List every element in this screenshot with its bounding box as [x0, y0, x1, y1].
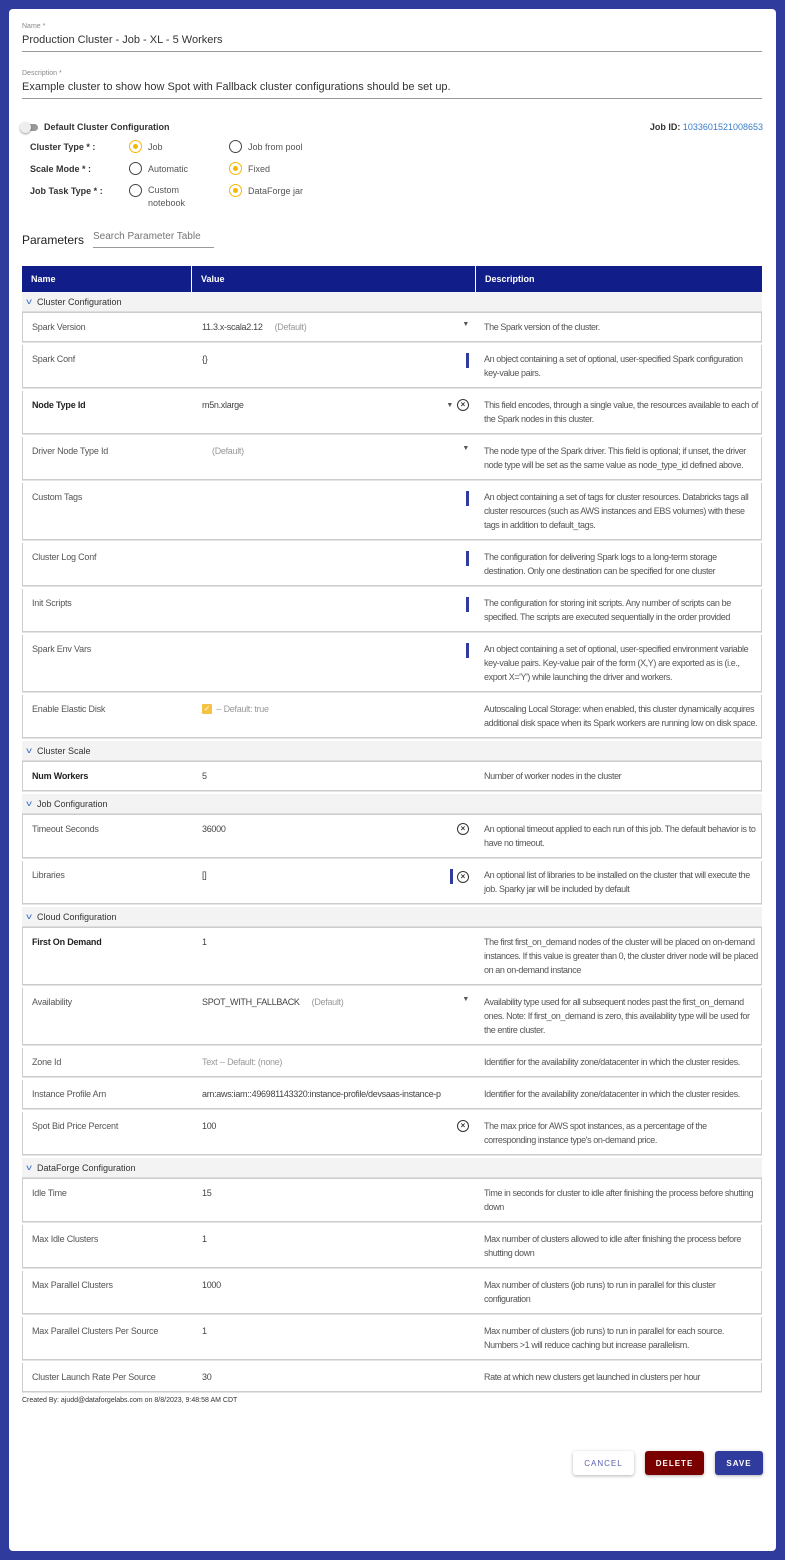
- header-name: Name: [22, 266, 192, 292]
- table-row: [22, 1317, 762, 1360]
- radio-icon[interactable]: [129, 162, 142, 175]
- param-description: Availability type used for all subsequent nodes past the first_on_demand ones. Note: If first_on_demand is zero, this availability type will be used for the entire cluster.: [484, 997, 750, 1035]
- job-id-link[interactable]: 1033601521008653: [682, 122, 763, 132]
- value-text[interactable]: 1000: [202, 1280, 221, 1290]
- table-row: [22, 345, 762, 388]
- value-default: (Default): [212, 446, 244, 456]
- value-text[interactable]: 36000: [202, 824, 226, 834]
- table-row: [22, 1225, 762, 1268]
- param-description: The first first_on_demand nodes of the cluster will be placed on on-demand instances. If this value is greater than 0, the cluster driver node will be placed on an on-demand instance: [484, 937, 758, 975]
- value-text[interactable]: 1: [202, 937, 207, 947]
- value-text[interactable]: m5n.xlarge: [202, 400, 244, 410]
- dropdown-arrow-icon[interactable]: ▼: [462, 321, 469, 328]
- param-description: Max number of clusters (job runs) to run in parallel for this cluster configuration: [484, 1280, 716, 1304]
- param-description: The max price for AWS spot instances, as a percentage of the corresponding instance type's on-demand price.: [484, 1121, 707, 1145]
- cancel-button[interactable]: CANCEL: [573, 1451, 634, 1475]
- clear-icon[interactable]: ×: [457, 871, 469, 883]
- value-text[interactable]: SPOT_WITH_FALLBACK: [202, 997, 300, 1007]
- table-row: [22, 1363, 762, 1392]
- param-name: Cluster Launch Rate Per Source: [32, 1372, 156, 1382]
- name-field[interactable]: [22, 23, 762, 52]
- param-name: First On Demand: [32, 937, 102, 947]
- param-description: Autoscaling Local Storage: when enabled, this cluster dynamically acquires additional disk space when its Spark workers are running low on disk space.: [484, 704, 758, 728]
- param-value[interactable]: [193, 483, 477, 539]
- radio-label: Automatic: [148, 164, 189, 174]
- param-description: The Spark version of the cluster.: [484, 322, 600, 332]
- param-name: Spark Version: [32, 322, 86, 332]
- value-default: Text -- Default: (none): [202, 1057, 283, 1067]
- cluster-config-card: [9, 9, 776, 1551]
- group-rows: [22, 312, 762, 738]
- param-value[interactable]: [193, 437, 477, 479]
- param-description: This field encodes, through a single value, the resources available to each of the Spark nodes in this cluster.: [484, 400, 758, 424]
- param-value[interactable]: [193, 988, 477, 1044]
- value-controls: [457, 1120, 469, 1132]
- radio-icon[interactable]: [229, 184, 242, 197]
- param-description: Time in seconds for cluster to idle after finishing the process before shutting down: [484, 1188, 754, 1212]
- clear-icon[interactable]: ×: [457, 399, 469, 411]
- group-header[interactable]: [22, 907, 762, 927]
- param-value[interactable]: [193, 543, 477, 585]
- chevron-down-icon[interactable]: v: [26, 746, 32, 755]
- edit-json-icon[interactable]: [466, 597, 469, 612]
- description-label: Description *: [22, 70, 62, 77]
- clear-icon[interactable]: ×: [457, 1120, 469, 1132]
- description-input[interactable]: Example cluster to show how Spot with Fallback cluster configurations should be set up.: [22, 81, 451, 93]
- description-field[interactable]: [22, 70, 762, 99]
- table-row: [22, 312, 762, 342]
- toggle-switch[interactable]: [22, 124, 38, 131]
- dropdown-arrow-icon[interactable]: ▼: [462, 445, 469, 452]
- value-controls: [466, 491, 469, 506]
- value-text[interactable]: arn:aws:iam::496981143320:instance-profile/devsaas-instance-p: [202, 1089, 441, 1099]
- value-controls: [462, 321, 469, 328]
- param-name: Idle Time: [32, 1188, 67, 1198]
- group-title: Job Configuration: [37, 798, 108, 809]
- param-name: Max Parallel Clusters Per Source: [32, 1326, 159, 1336]
- value-text[interactable]: 5: [202, 771, 207, 781]
- value-default: (Default): [274, 322, 307, 332]
- task-type-label: Job Task Type * :: [30, 186, 103, 196]
- radio-job-from-pool[interactable]: [229, 142, 303, 153]
- param-value[interactable]: [193, 345, 477, 387]
- table-row: [22, 1178, 762, 1222]
- header-description: Description: [485, 274, 535, 284]
- value-default: (Default): [311, 997, 344, 1007]
- value-controls: [462, 996, 469, 1003]
- param-name: Timeout Seconds: [32, 824, 99, 834]
- param-description: An object containing a set of tags for cluster resources. Databricks tags all cluster resources (such as AWS instances and EBS volumes) with these tags in addition to default_tags.: [484, 492, 749, 530]
- radio-custom-notebook[interactable]: [129, 186, 193, 210]
- table-row: [22, 437, 762, 480]
- param-name: Custom Tags: [32, 492, 83, 502]
- table-row: [22, 635, 762, 692]
- param-value[interactable]: [193, 1048, 477, 1076]
- name-label: Name *: [22, 23, 46, 30]
- table-row: [22, 927, 762, 985]
- edit-json-icon[interactable]: [466, 551, 469, 566]
- edit-json-icon[interactable]: [466, 353, 469, 368]
- param-description: An optional timeout applied to each run of this job. The default behavior is to have no timeout.: [484, 824, 756, 848]
- radio-job[interactable]: [129, 142, 163, 153]
- radio-icon[interactable]: [229, 162, 242, 175]
- param-description: The configuration for storing init scripts. Any number of scripts can be specified. The scripts are executed sequentially in the order provided: [484, 598, 731, 622]
- value-text[interactable]: 30: [202, 1372, 212, 1382]
- param-description: The configuration for delivering Spark logs to a long-term storage destination. Only one destination can be specified for one cluster: [484, 552, 717, 576]
- value-controls: [466, 353, 469, 368]
- table-row: [22, 861, 762, 904]
- param-name: Spark Conf: [32, 354, 76, 364]
- value-text[interactable]: 15: [202, 1188, 212, 1198]
- param-name: Cluster Log Conf: [32, 552, 97, 562]
- value-text[interactable]: {}: [202, 354, 208, 364]
- param-description: Rate at which new clusters get launched in clusters per hour: [484, 1372, 701, 1382]
- table-row: [22, 483, 762, 540]
- param-name: Num Workers: [32, 771, 89, 781]
- param-description: The node type of the Spark driver. This field is optional; if unset, the driver node type will be set as the same value as node_type_id defined above.: [484, 446, 746, 470]
- param-value[interactable]: [193, 1317, 477, 1359]
- param-description: Number of worker nodes in the cluster: [484, 771, 622, 781]
- value-controls: [466, 551, 469, 566]
- param-value[interactable]: [193, 391, 477, 433]
- group-rows: [22, 1178, 762, 1392]
- param-value[interactable]: [193, 1080, 477, 1108]
- group-header[interactable]: [22, 1158, 762, 1178]
- param-value[interactable]: [193, 762, 477, 790]
- radio-icon[interactable]: [129, 140, 142, 153]
- table-row: [22, 1112, 762, 1155]
- parameters-title: Parameters: [22, 233, 85, 247]
- param-value[interactable]: [193, 1225, 477, 1267]
- value-controls: [466, 597, 469, 612]
- group-rows: [22, 761, 762, 791]
- radio-label: Job: [148, 142, 163, 152]
- chevron-down-icon[interactable]: v: [26, 1163, 32, 1172]
- created-by: Created By: ajudd@dataforgelabs.com on 8/8/2023, 9:48:58 AM CDT: [22, 1397, 238, 1404]
- group-header[interactable]: [22, 794, 762, 814]
- delete-button[interactable]: DELETE: [645, 1451, 704, 1475]
- param-value[interactable]: [193, 861, 477, 903]
- param-name: Spark Env Vars: [32, 644, 92, 654]
- param-description: An optional list of libraries to be installed on the cluster that will execute the job. Sparky jar will be included by default: [484, 870, 750, 894]
- clear-icon[interactable]: ×: [457, 823, 469, 835]
- value-text[interactable]: 1: [202, 1326, 207, 1336]
- radio-label: DataForge jar: [248, 186, 304, 196]
- radio-label: Fixed: [248, 164, 271, 174]
- param-name: Max Parallel Clusters: [32, 1280, 113, 1290]
- radio-icon[interactable]: [129, 184, 142, 197]
- table-row: [22, 589, 762, 632]
- param-description: An object containing a set of optional, user-specified environment variable key-value pairs. Key-value pair of the form (X,Y) are exported as is (i.e., export X='Y') while launching the driver and workers.: [484, 644, 749, 682]
- value-controls: [466, 643, 469, 658]
- value-default: -- Default: true: [216, 704, 269, 714]
- group-title: Cluster Configuration: [37, 296, 122, 307]
- table-header: [22, 266, 762, 292]
- radio-label: Job from pool: [248, 142, 303, 152]
- param-name: Driver Node Type Id: [32, 446, 109, 456]
- table-row: [22, 543, 762, 586]
- action-buttons: [22, 1451, 763, 1475]
- param-name: Libraries: [32, 870, 65, 880]
- name-input[interactable]: Production Cluster - Job - XL - 5 Workers: [22, 34, 223, 46]
- value-text[interactable]: 100: [202, 1121, 217, 1131]
- edit-json-icon[interactable]: [466, 643, 469, 658]
- lower-section: [9, 9, 776, 1475]
- group-header[interactable]: [22, 292, 762, 312]
- param-value[interactable]: [193, 1179, 477, 1221]
- cluster-type-label: Cluster Type * :: [30, 142, 96, 152]
- param-description: Max number of clusters allowed to idle after finishing the process before shutting down: [484, 1234, 741, 1258]
- value-text[interactable]: []: [202, 870, 207, 880]
- param-description: Identifier for the availability zone/datacenter in which the cluster resides.: [484, 1089, 740, 1099]
- radio-label: Custom notebook: [148, 185, 186, 208]
- table-row: [22, 1271, 762, 1314]
- table-row: [22, 391, 762, 434]
- param-name: Zone Id: [32, 1057, 62, 1067]
- param-value[interactable]: [193, 1112, 477, 1154]
- table-row: [22, 761, 762, 791]
- param-name: Enable Elastic Disk: [32, 704, 106, 714]
- radio-automatic[interactable]: [129, 164, 188, 175]
- param-value[interactable]: [193, 928, 477, 984]
- param-value[interactable]: [193, 815, 477, 857]
- param-value[interactable]: [193, 589, 477, 631]
- param-name: Availability: [32, 997, 72, 1007]
- edit-json-icon[interactable]: [466, 491, 469, 506]
- scale-mode-label: Scale Mode * :: [30, 164, 92, 174]
- parameters-table: [22, 266, 762, 1392]
- edit-json-icon[interactable]: [450, 869, 453, 884]
- chevron-down-icon[interactable]: v: [26, 297, 32, 306]
- table-row: [22, 988, 762, 1045]
- group-title: Cluster Scale: [37, 745, 91, 756]
- param-value[interactable]: [193, 1271, 477, 1313]
- group-title: DataForge Configuration: [37, 1162, 136, 1173]
- value-controls: [462, 445, 469, 452]
- param-value[interactable]: [193, 313, 477, 341]
- save-button[interactable]: SAVE: [715, 1451, 763, 1475]
- param-name: Spot Bid Price Percent: [32, 1121, 119, 1131]
- default-config-toggle[interactable]: [22, 122, 170, 132]
- param-name: Instance Profile Arn: [32, 1089, 107, 1099]
- value-controls: [457, 823, 469, 835]
- radio-dataforge-jar[interactable]: [229, 186, 303, 197]
- chevron-down-icon[interactable]: v: [26, 912, 32, 921]
- param-description: An object containing a set of optional, user-specified Spark configuration key-value pairs.: [484, 354, 743, 378]
- job-id: [650, 122, 763, 132]
- table-row: [22, 814, 762, 858]
- value-text[interactable]: 11.3.x-scala2.12: [202, 322, 263, 332]
- value-controls: [450, 869, 469, 884]
- group-header[interactable]: [22, 741, 762, 761]
- parameter-search-input[interactable]: [93, 231, 214, 248]
- group-rows: [22, 927, 762, 1155]
- radio-icon[interactable]: [229, 140, 242, 153]
- value-text[interactable]: 1: [202, 1234, 207, 1244]
- param-name: Node Type Id: [32, 400, 86, 410]
- checkbox-icon[interactable]: ✓: [203, 704, 211, 713]
- group-title: Cloud Configuration: [37, 911, 117, 922]
- chevron-down-icon[interactable]: v: [26, 799, 32, 808]
- param-description: Max number of clusters (job runs) to run in parallel for each source. Numbers >1 will reduce caching but increase parallelism.: [484, 1326, 725, 1350]
- group-rows: [22, 814, 762, 904]
- dropdown-arrow-icon[interactable]: ▼: [446, 401, 453, 409]
- table-row: [22, 1080, 762, 1109]
- toggle-label: Default Cluster Configuration: [44, 122, 170, 132]
- table-row: [22, 695, 762, 738]
- param-description: Identifier for the availability zone/datacenter in which the cluster resides.: [484, 1057, 740, 1067]
- param-name: Max Idle Clusters: [32, 1234, 99, 1244]
- param-value[interactable]: [193, 1363, 477, 1391]
- dropdown-arrow-icon[interactable]: ▼: [462, 996, 469, 1003]
- radio-fixed[interactable]: [229, 164, 270, 175]
- table-row: [22, 1048, 762, 1077]
- header-value: Value: [192, 266, 476, 292]
- param-name: Init Scripts: [32, 598, 72, 608]
- value-controls: [446, 399, 469, 411]
- job-id-label: Job ID:: [649, 122, 681, 132]
- param-value[interactable]: [193, 695, 477, 737]
- param-value[interactable]: [193, 635, 477, 691]
